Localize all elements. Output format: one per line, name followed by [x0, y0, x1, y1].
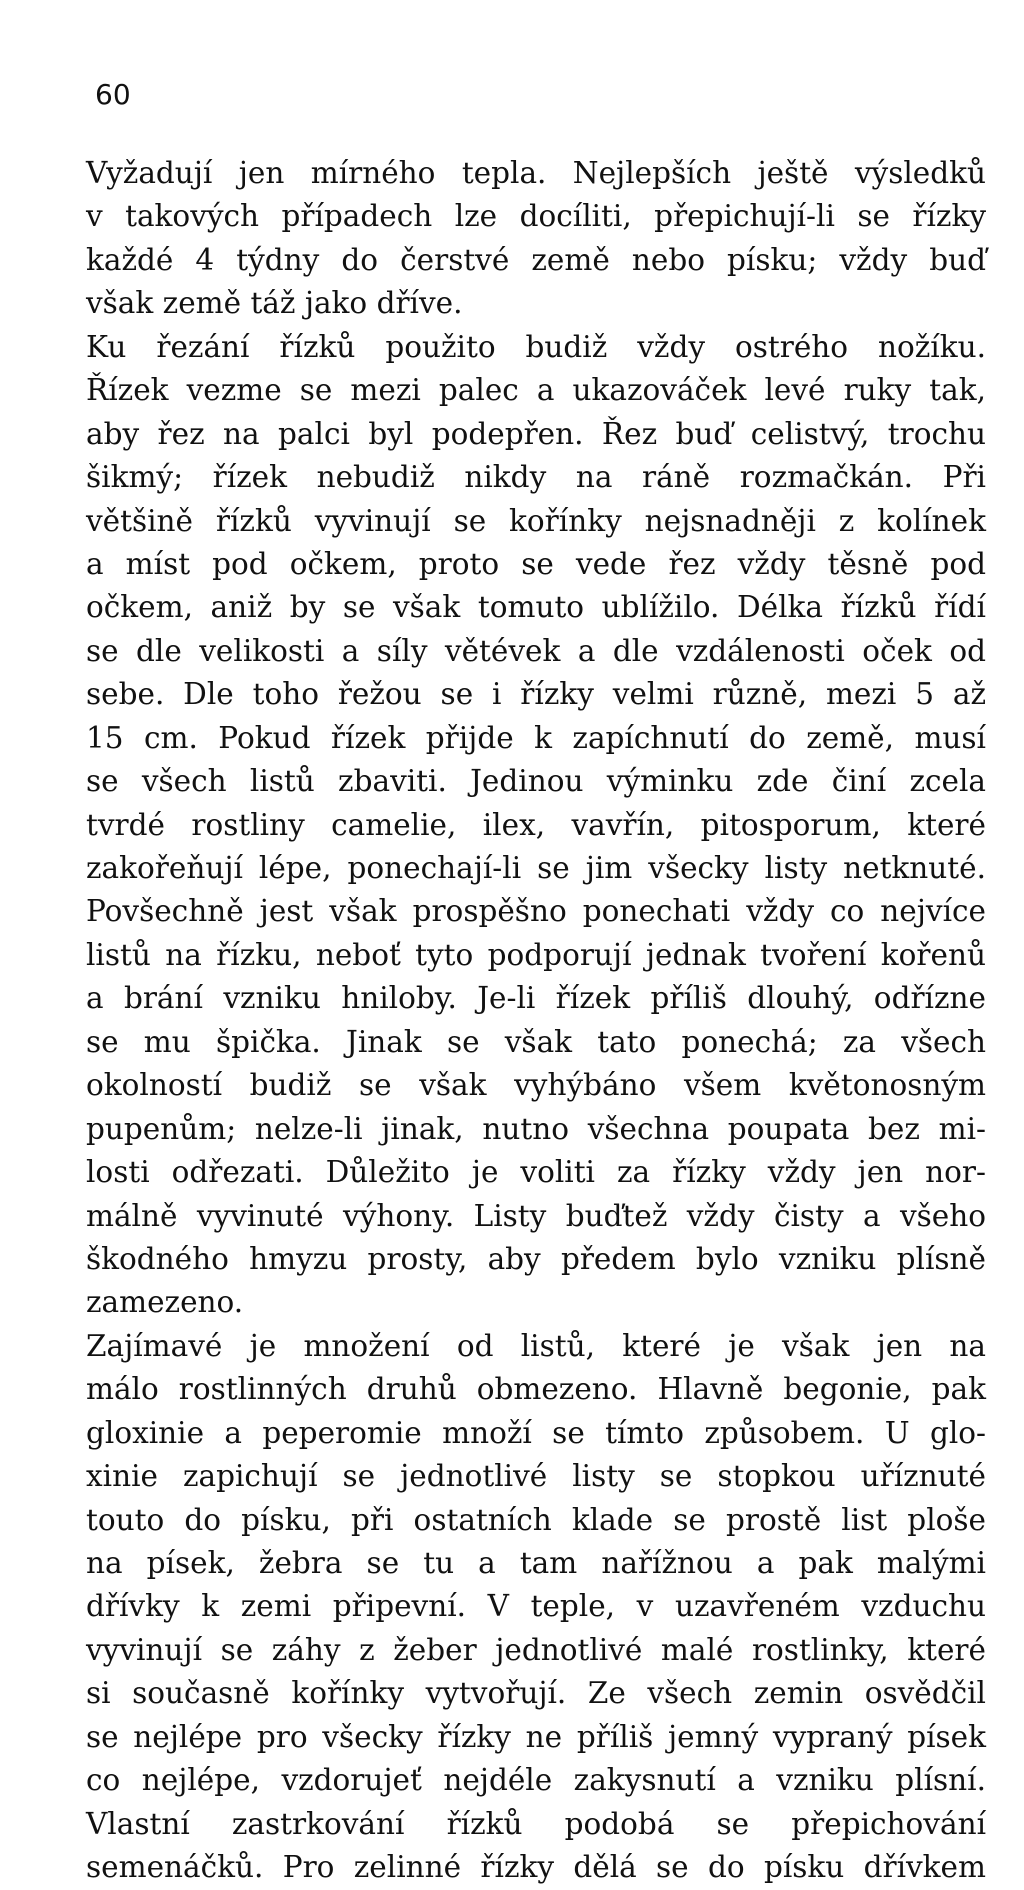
text-line: Řízek vezme se mezi palec a ukazováček levé ruky tak,: [86, 373, 986, 408]
text-line: málně vyvinuté výhony. Listy buďtež vždy čisty a všeho: [86, 1198, 986, 1233]
text-line: škodného hmyzu prosty, aby předem bylo vzniku plísně: [86, 1241, 986, 1276]
text-line: listů na řízku, neboť tyto podporují jednak tvoření kořenů: [86, 937, 986, 972]
text-line: málo rostlinných druhů obmezeno. Hlavně begonie, pak: [86, 1372, 986, 1407]
text-line: šikmý; řízek nebudiž nikdy na ráně rozmačkán. Při: [86, 460, 986, 495]
text-line: dřívky k zemi připevní. V teple, v uzavřeném vzduchu: [86, 1589, 986, 1624]
text-line: touto do písku, při ostatních klade se prostě list ploše: [86, 1502, 986, 1537]
text-line: gloxinie a peperomie množí se tímto způsobem. U glo-: [86, 1415, 986, 1450]
text-line: co nejlépe, vzdorujeť nejdéle zakysnutí a vzniku plísní.: [86, 1763, 986, 1798]
text-line: Povšechně jest však prospěšno ponechati vždy co nejvíce: [86, 894, 986, 929]
text-line: Vlastní zastrkování řízků podobá se přepichování: [86, 1806, 986, 1841]
text-line: se všech listů zbaviti. Jedinou výminku zde činí zcela: [86, 764, 986, 799]
text-line: Vyžadují jen mírného tepla. Nejlepších ještě výsledků: [86, 156, 986, 190]
text-line: sebe. Dle toho řežou se i řízky velmi různě, mezi 5 až: [86, 677, 986, 712]
text-line: si současně kořínky vytvořují. Ze všech zemin osvědčil: [86, 1676, 986, 1711]
text-line: a brání vzniku hniloby. Je-li řízek příliš dlouhý, odřízne: [86, 981, 986, 1016]
text-line: však země táž jako dříve.: [86, 286, 463, 321]
text-line: se dle velikosti a síly větévek a dle vzdálenosti oček od: [86, 633, 986, 668]
text-line: Zajímavé je množení od listů, které je však jen na: [86, 1328, 986, 1363]
text-line: zakořeňují lépe, ponechají-li se jim všecky listy netknuté.: [86, 851, 986, 885]
text-line: se mu špička. Jinak se však tato ponechá; za všech: [86, 1024, 986, 1059]
text-line: každé 4 týdny do čerstvé země nebo písku; vždy buď: [86, 242, 986, 277]
text-line: většině řízků vyvinují se kořínky nejsnadněji z kolínek: [86, 503, 986, 538]
text-line: xinie zapichují se jednotlivé listy se stopkou uříznuté: [86, 1459, 986, 1494]
text-line: a míst pod očkem, proto se vede řez vždy těsně pod: [86, 546, 986, 581]
text-line: aby řez na palci byl podepřen. Řez buď celistvý, trochu: [86, 416, 986, 451]
text-line: Ku řezání řízků použito budiž vždy ostrého nožíku.: [86, 329, 986, 364]
text-line: losti odřezati. Důležito je voliti za řízky vždy jen nor-: [86, 1155, 986, 1190]
text-line: 15 cm. Pokud řízek přijde k zapíchnutí do země, musí: [86, 720, 986, 755]
text-line: pupenům; nelze-li jinak, nutno všechna poupata bez mi-: [86, 1111, 986, 1146]
body-text: [86, 152, 986, 1890]
text-line: tvrdé rostliny camelie, ilex, vavřín, pitosporum, které: [86, 807, 986, 842]
page-number: 60: [95, 78, 131, 111]
text-line: se nejlépe pro všecky řízky ne příliš jemný vypraný písek: [86, 1719, 986, 1754]
text-line: v takových případech lze docíliti, přepichují-li se řízky: [86, 199, 986, 234]
text-line: vyvinují se záhy z žeber jednotlivé malé rostlinky, které: [86, 1632, 986, 1667]
text-line: na písek, žebra se tu a tam nařížnou a pak malými: [86, 1546, 986, 1580]
text-line: zamezeno.: [86, 1285, 244, 1320]
text-line: okolností budiž se však vyhýbáno všem květonosným: [86, 1068, 986, 1103]
text-line: semenáčků. Pro zelinné řízky dělá se do písku dřívkem: [86, 1850, 986, 1885]
text-line: očkem, aniž by se však tomuto ublížilo. Délka řízků řídí: [86, 590, 986, 625]
